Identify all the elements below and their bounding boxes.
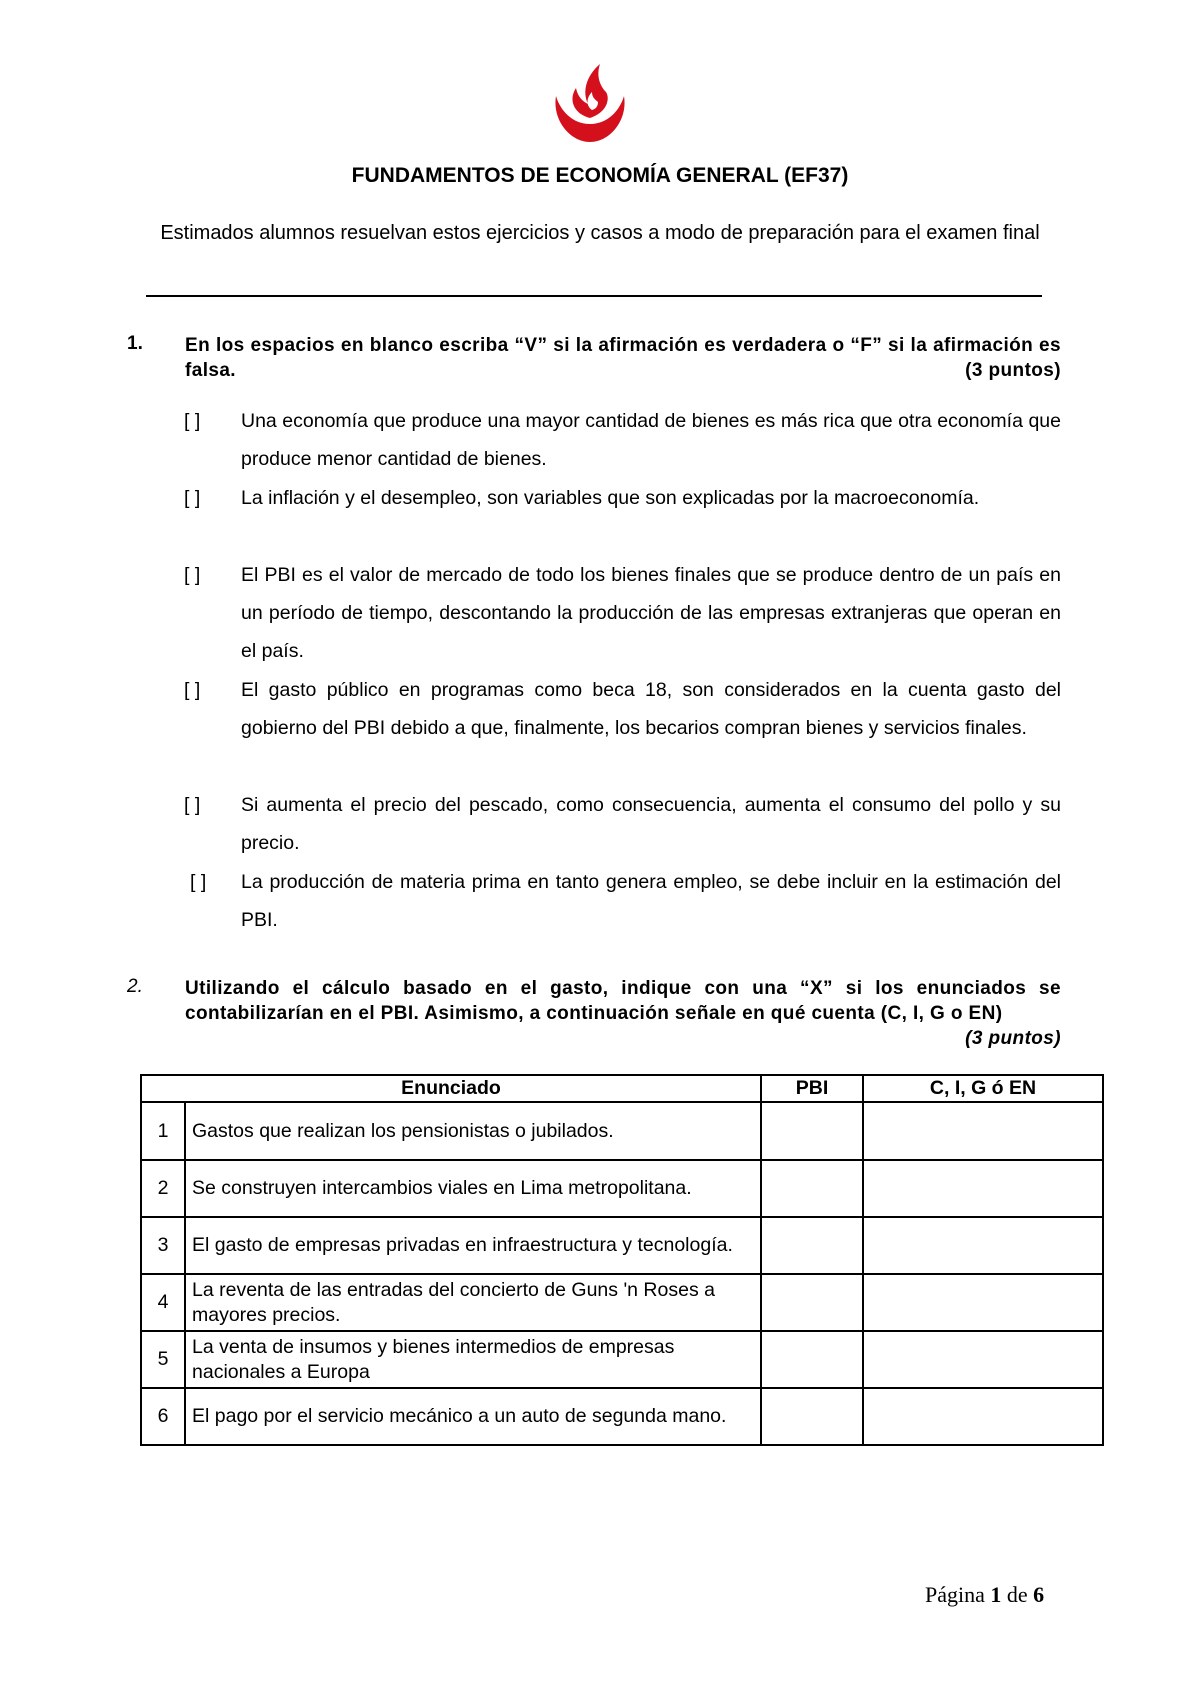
account-answer-cell[interactable]	[863, 1331, 1103, 1388]
answer-blank[interactable]: [ ]	[184, 679, 201, 701]
row-number: 3	[141, 1217, 185, 1274]
table-row	[141, 1274, 1103, 1331]
row-number: 1	[141, 1102, 185, 1160]
row-statement: El gasto de empresas privadas en infraestructura y tecnología.	[185, 1217, 761, 1274]
table-row	[141, 1160, 1103, 1217]
account-answer-cell[interactable]	[863, 1102, 1103, 1160]
pbi-answer-cell[interactable]	[761, 1274, 863, 1331]
account-answer-cell[interactable]	[863, 1388, 1103, 1445]
question-2-text: Utilizando el cálculo basado en el gasto, indique con una “X” si los enunciados se contabilizarían en el PBI. Asimismo, a continuación señale en qué cuenta (C, I, G o EN)	[185, 978, 1061, 1024]
answer-blank[interactable]: [ ]	[190, 871, 207, 893]
row-number: 2	[141, 1160, 185, 1217]
header-pbi: PBI	[761, 1075, 863, 1102]
question-2-points: (3 puntos)	[965, 1028, 1061, 1049]
tf-statement: Si aumenta el precio del pescado, como consecuencia, aumenta el consumo del pollo y su precio.	[241, 794, 1061, 854]
account-answer-cell[interactable]	[863, 1160, 1103, 1217]
row-number: 5	[141, 1331, 185, 1388]
question-1-text: En los espacios en blanco escriba “V” si la afirmación es verdadera o “F” si la afirmación es falsa.	[185, 335, 1061, 381]
row-statement: Gastos que realizan los pensionistas o jubilados.	[185, 1102, 761, 1160]
university-flame-logo	[548, 58, 632, 146]
current-page: 1	[990, 1582, 1002, 1607]
answer-blank[interactable]: [ ]	[184, 410, 201, 432]
document-subtitle: Estimados alumnos resuelvan estos ejercicios y casos a modo de preparación para el examen final	[160, 222, 1040, 244]
table-row	[141, 1102, 1103, 1160]
row-statement: Se construyen intercambios viales en Lima metropolitana.	[185, 1160, 761, 1217]
question-2-statement	[185, 976, 1061, 1051]
tf-statement: La producción de materia prima en tanto genera empleo, se debe incluir en la estimación del PBI.	[241, 871, 1061, 931]
question-1-points: (3 puntos)	[965, 360, 1061, 381]
table-row	[141, 1388, 1103, 1445]
row-statement: El pago por el servicio mecánico a un auto de segunda mano.	[185, 1388, 761, 1445]
question-2-number: 2.	[127, 976, 143, 997]
account-answer-cell[interactable]	[863, 1217, 1103, 1274]
statements-table	[140, 1074, 1104, 1446]
question-1-statement	[185, 333, 1061, 383]
table-row	[141, 1331, 1103, 1388]
row-number: 4	[141, 1274, 185, 1331]
row-statement: La venta de insumos y bienes intermedios de empresas nacionales a Europa	[185, 1331, 761, 1388]
row-statement: La reventa de las entradas del concierto de Guns 'n Roses a mayores precios.	[185, 1274, 761, 1331]
table-header-row	[141, 1075, 1103, 1102]
question-1-number: 1.	[127, 333, 143, 354]
document-title: FUNDAMENTOS DE ECONOMÍA GENERAL (EF37)	[351, 164, 849, 187]
pbi-answer-cell[interactable]	[761, 1160, 863, 1217]
header-enunciado: Enunciado	[141, 1075, 761, 1102]
pbi-answer-cell[interactable]	[761, 1388, 863, 1445]
table-row	[141, 1217, 1103, 1274]
tf-statement: Una economía que produce una mayor cantidad de bienes es más rica que otra economía que produce menor cantidad de bienes.	[241, 410, 1061, 470]
answer-blank[interactable]: [ ]	[184, 564, 201, 586]
account-answer-cell[interactable]	[863, 1274, 1103, 1331]
tf-statement: El gasto público en programas como beca 18, son considerados en la cuenta gasto del gobierno del PBI debido a que, finalmente, los becarios compran bienes y servicios finales.	[241, 679, 1061, 739]
answer-blank[interactable]: [ ]	[184, 794, 201, 816]
page-number	[925, 1582, 1044, 1608]
total-pages: 6	[1033, 1582, 1045, 1607]
pbi-answer-cell[interactable]	[761, 1102, 863, 1160]
tf-statement: El PBI es el valor de mercado de todo los bienes finales que se produce dentro de un país en un período de tiempo, descontando la producción de las empresas extranjeras que operan en el país.	[241, 564, 1061, 662]
page-word: Página	[925, 1582, 985, 1607]
tf-statement: La inflación y el desempleo, son variables que son explicadas por la macroeconomía.	[241, 487, 980, 509]
pbi-answer-cell[interactable]	[761, 1217, 863, 1274]
row-number: 6	[141, 1388, 185, 1445]
of-word: de	[1006, 1582, 1028, 1607]
header-account: C, I, G ó EN	[863, 1075, 1103, 1102]
header-divider	[146, 295, 1042, 297]
answer-blank[interactable]: [ ]	[184, 487, 201, 509]
pbi-answer-cell[interactable]	[761, 1331, 863, 1388]
